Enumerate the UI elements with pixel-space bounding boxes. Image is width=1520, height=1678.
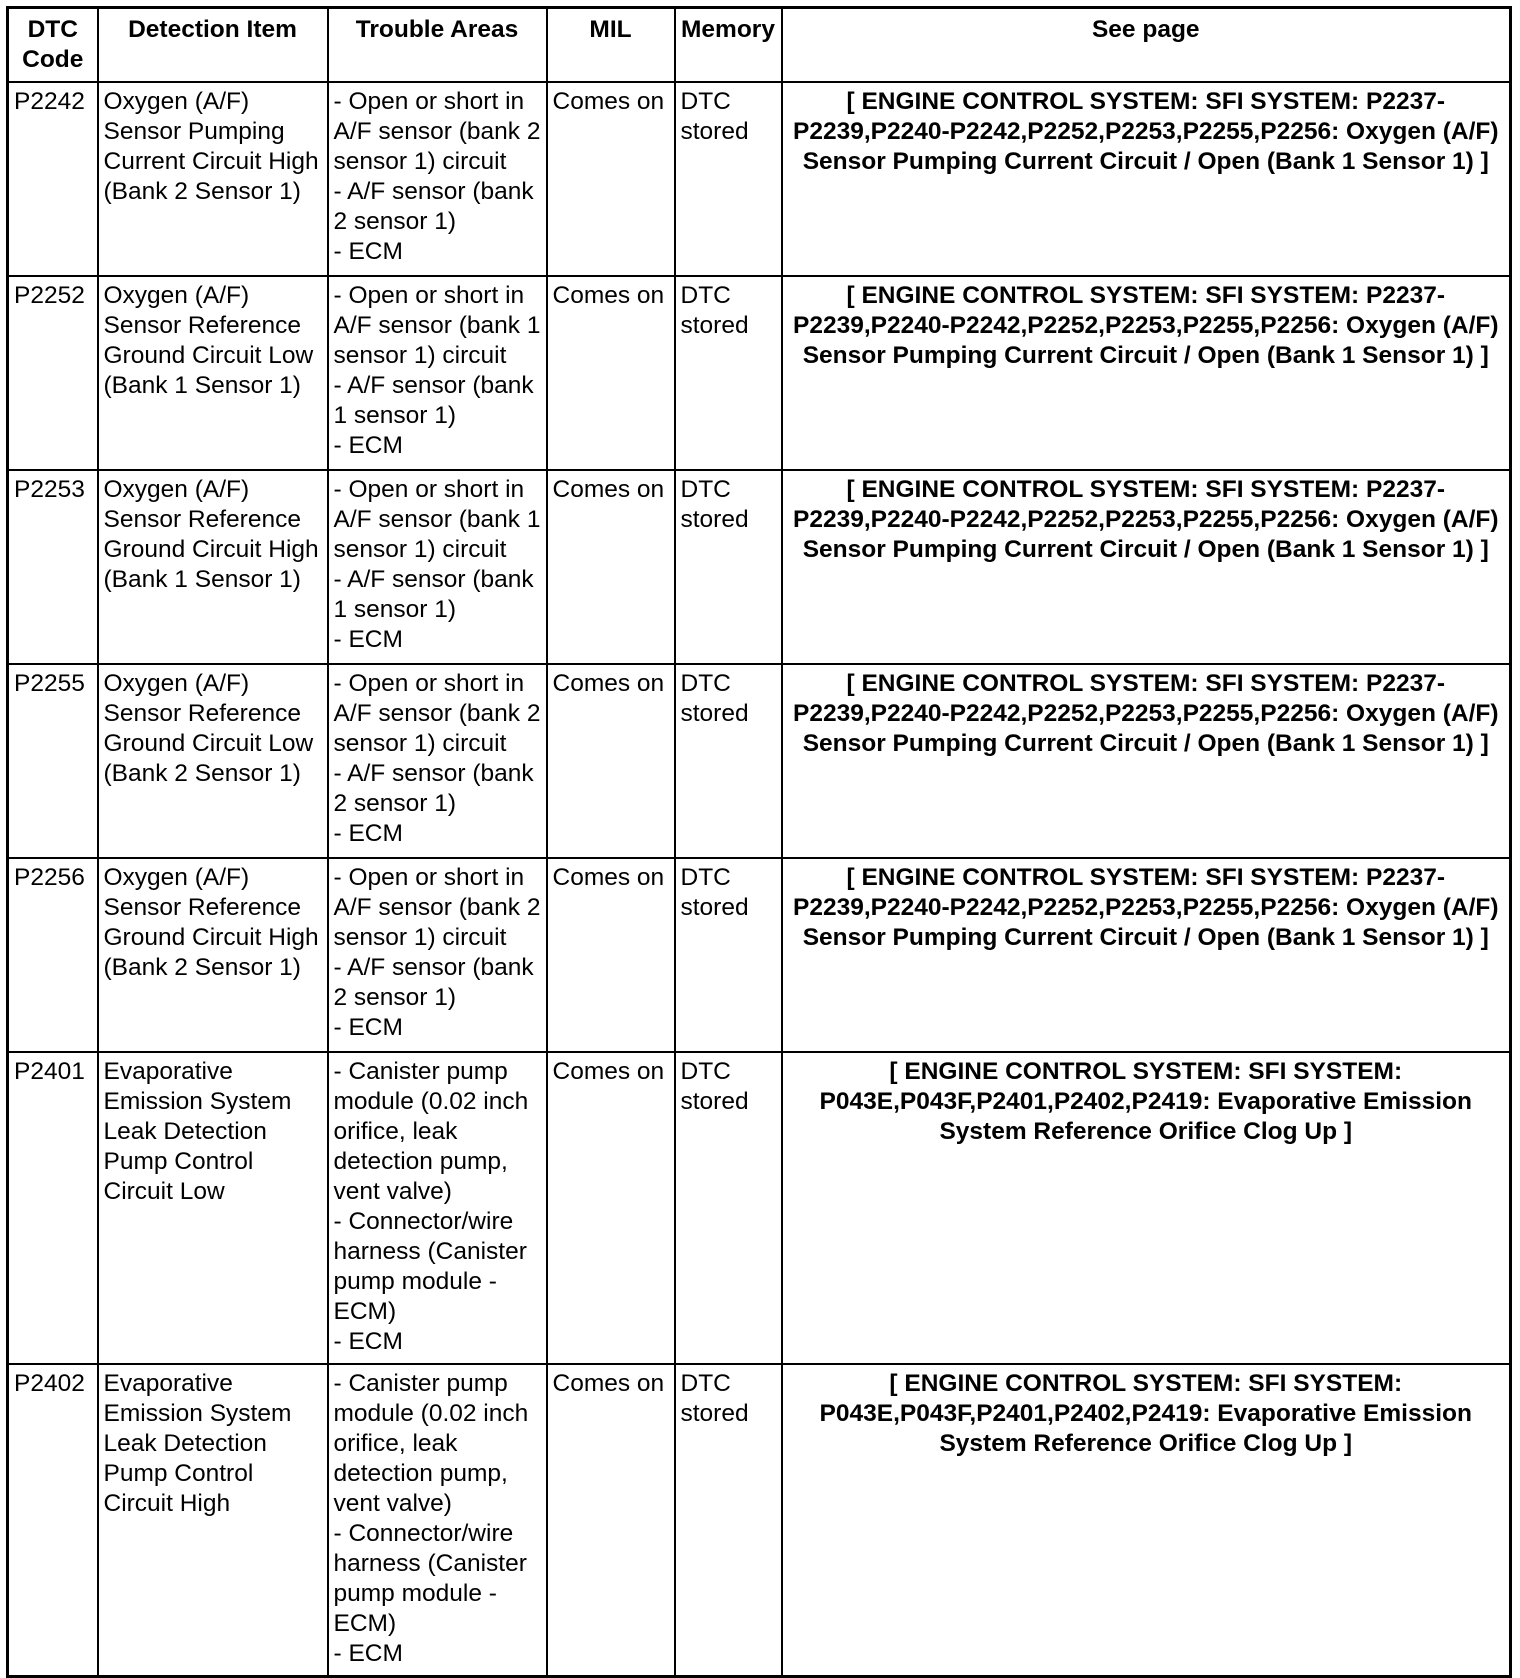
memory-cell: DTC stored [675, 470, 782, 664]
dtc-code-cell: P2253 [8, 470, 98, 664]
memory-cell: DTC stored [675, 1364, 782, 1677]
table-row [8, 858, 1511, 1052]
header-see-page: See page [782, 8, 1511, 83]
dtc-code-cell: P2256 [8, 858, 98, 1052]
mil-cell: Comes on [547, 82, 675, 276]
memory-cell: DTC stored [675, 82, 782, 276]
memory-cell: DTC stored [675, 664, 782, 858]
mil-cell: Comes on [547, 664, 675, 858]
table-row [8, 664, 1511, 858]
detection-item-cell: Oxygen (A/F) Sensor Reference Ground Circuit High (Bank 1 Sensor 1) [98, 470, 328, 664]
trouble-areas-cell: - Open or short in A/F sensor (bank 2 sensor 1) circuit - A/F sensor (bank 2 sensor 1) - ECM [328, 858, 547, 1052]
table-row [8, 1052, 1511, 1364]
memory-cell: DTC stored [675, 276, 782, 470]
detection-item-cell: Oxygen (A/F) Sensor Pumping Current Circuit High (Bank 2 Sensor 1) [98, 82, 328, 276]
trouble-areas-cell: - Canister pump module (0.02 inch orifice, leak detection pump, vent valve) - Connector/wire harness (Canister pump module - ECM) - ECM [328, 1364, 547, 1677]
trouble-areas-cell: - Canister pump module (0.02 inch orifice, leak detection pump, vent valve) - Connector/wire harness (Canister pump module - ECM) - ECM [328, 1052, 547, 1364]
mil-cell: Comes on [547, 470, 675, 664]
mil-cell: Comes on [547, 276, 675, 470]
header-dtc-code: DTC Code [8, 8, 98, 83]
header-trouble-areas: Trouble Areas [328, 8, 547, 83]
see-page-link[interactable]: [ ENGINE CONTROL SYSTEM: SFI SYSTEM: P2237-P2239,P2240-P2242,P2252,P2253,P2255,P2256: Oxygen (A/F) Sensor Pumping Current Circuit / Open (Bank 1 Sensor 1) ] [782, 276, 1511, 470]
see-page-link[interactable]: [ ENGINE CONTROL SYSTEM: SFI SYSTEM: P2237-P2239,P2240-P2242,P2252,P2253,P2255,P2256: Oxygen (A/F) Sensor Pumping Current Circuit / Open (Bank 1 Sensor 1) ] [782, 664, 1511, 858]
dtc-code-cell: P2401 [8, 1052, 98, 1364]
dtc-table [6, 6, 1512, 1678]
table-header-row [8, 8, 1511, 83]
see-page-link[interactable]: [ ENGINE CONTROL SYSTEM: SFI SYSTEM: P043E,P043F,P2401,P2402,P2419: Evaporative Emission System Reference Orifice Clog Up ] [782, 1052, 1511, 1364]
detection-item-cell: Oxygen (A/F) Sensor Reference Ground Circuit High (Bank 2 Sensor 1) [98, 858, 328, 1052]
memory-cell: DTC stored [675, 1052, 782, 1364]
dtc-code-cell: P2402 [8, 1364, 98, 1677]
mil-cell: Comes on [547, 1052, 675, 1364]
see-page-link[interactable]: [ ENGINE CONTROL SYSTEM: SFI SYSTEM: P2237-P2239,P2240-P2242,P2252,P2253,P2255,P2256: Oxygen (A/F) Sensor Pumping Current Circuit / Open (Bank 1 Sensor 1) ] [782, 470, 1511, 664]
dtc-code-cell: P2252 [8, 276, 98, 470]
see-page-link[interactable]: [ ENGINE CONTROL SYSTEM: SFI SYSTEM: P2237-P2239,P2240-P2242,P2252,P2253,P2255,P2256: Oxygen (A/F) Sensor Pumping Current Circuit / Open (Bank 1 Sensor 1) ] [782, 82, 1511, 276]
dtc-code-cell: P2255 [8, 664, 98, 858]
detection-item-cell: Evaporative Emission System Leak Detection Pump Control Circuit High [98, 1364, 328, 1677]
table-row [8, 82, 1511, 276]
dtc-code-cell: P2242 [8, 82, 98, 276]
trouble-areas-cell: - Open or short in A/F sensor (bank 1 sensor 1) circuit - A/F sensor (bank 1 sensor 1) - ECM [328, 276, 547, 470]
detection-item-cell: Oxygen (A/F) Sensor Reference Ground Circuit Low (Bank 2 Sensor 1) [98, 664, 328, 858]
table-row [8, 470, 1511, 664]
memory-cell: DTC stored [675, 858, 782, 1052]
trouble-areas-cell: - Open or short in A/F sensor (bank 2 sensor 1) circuit - A/F sensor (bank 2 sensor 1) - ECM [328, 82, 547, 276]
see-page-link[interactable]: [ ENGINE CONTROL SYSTEM: SFI SYSTEM: P2237-P2239,P2240-P2242,P2252,P2253,P2255,P2256: Oxygen (A/F) Sensor Pumping Current Circuit / Open (Bank 1 Sensor 1) ] [782, 858, 1511, 1052]
header-mil: MIL [547, 8, 675, 83]
mil-cell: Comes on [547, 858, 675, 1052]
mil-cell: Comes on [547, 1364, 675, 1677]
trouble-areas-cell: - Open or short in A/F sensor (bank 2 sensor 1) circuit - A/F sensor (bank 2 sensor 1) - ECM [328, 664, 547, 858]
trouble-areas-cell: - Open or short in A/F sensor (bank 1 sensor 1) circuit - A/F sensor (bank 1 sensor 1) - ECM [328, 470, 547, 664]
header-detection-item: Detection Item [98, 8, 328, 83]
detection-item-cell: Evaporative Emission System Leak Detection Pump Control Circuit Low [98, 1052, 328, 1364]
header-memory: Memory [675, 8, 782, 83]
table-row [8, 1364, 1511, 1677]
see-page-link[interactable]: [ ENGINE CONTROL SYSTEM: SFI SYSTEM: P043E,P043F,P2401,P2402,P2419: Evaporative Emission System Reference Orifice Clog Up ] [782, 1364, 1511, 1677]
table-row [8, 276, 1511, 470]
detection-item-cell: Oxygen (A/F) Sensor Reference Ground Circuit Low (Bank 1 Sensor 1) [98, 276, 328, 470]
